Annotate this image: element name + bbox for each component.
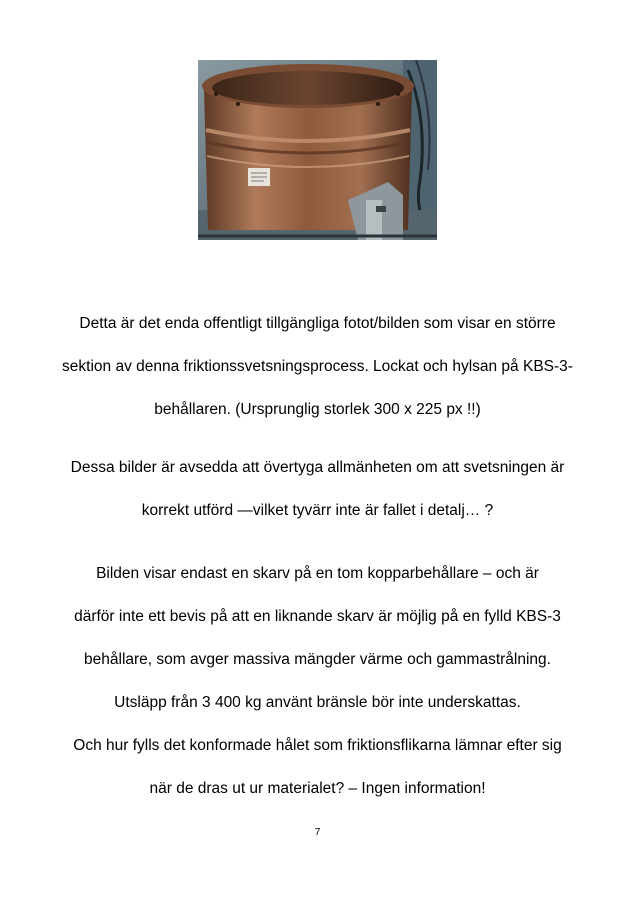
paragraph-3 [40,552,595,810]
page-number: 7 [314,827,321,838]
paragraph-2 [40,446,595,532]
paragraph-line: Dessa bilder är avsedda att övertyga allmänheten om att svetsningen är [70,459,565,476]
paragraph-line: Och hur fylls det konformade hålet som friktionsflikarna lämnar efter sig [73,737,562,754]
paragraph-line: därför inte ett bevis på att en liknande skarv är möjlig på en fylld KBS-3 [74,608,561,625]
paragraph-line: korrekt utförd —vilket tyvärr inte är fallet i detalj… ? [141,502,494,519]
paragraph-line: behållaren. (Ursprunglig storlek 300 x 225 px !!) [154,401,481,418]
paragraph-line: Detta är det enda offentligt tillgängliga fotot/bilden som visar en större [79,315,556,332]
paragraph-1 [40,302,595,431]
paragraph-line: behållare, som avger massiva mängder värme och gammastrålning. [84,651,551,668]
canister-photo [198,60,437,240]
paragraph-line: sektion av denna friktionssvetsningsprocess. Lockat och hylsan på KBS-3- [62,358,573,375]
paragraph-line: när de dras ut ur materialet? – Ingen information! [149,780,486,797]
paragraph-line: Bilden visar endast en skarv på en tom kopparbehållare – och är [96,565,539,582]
paragraph-line: Utsläpp från 3 400 kg använt bränsle bör inte underskattas. [114,694,521,711]
